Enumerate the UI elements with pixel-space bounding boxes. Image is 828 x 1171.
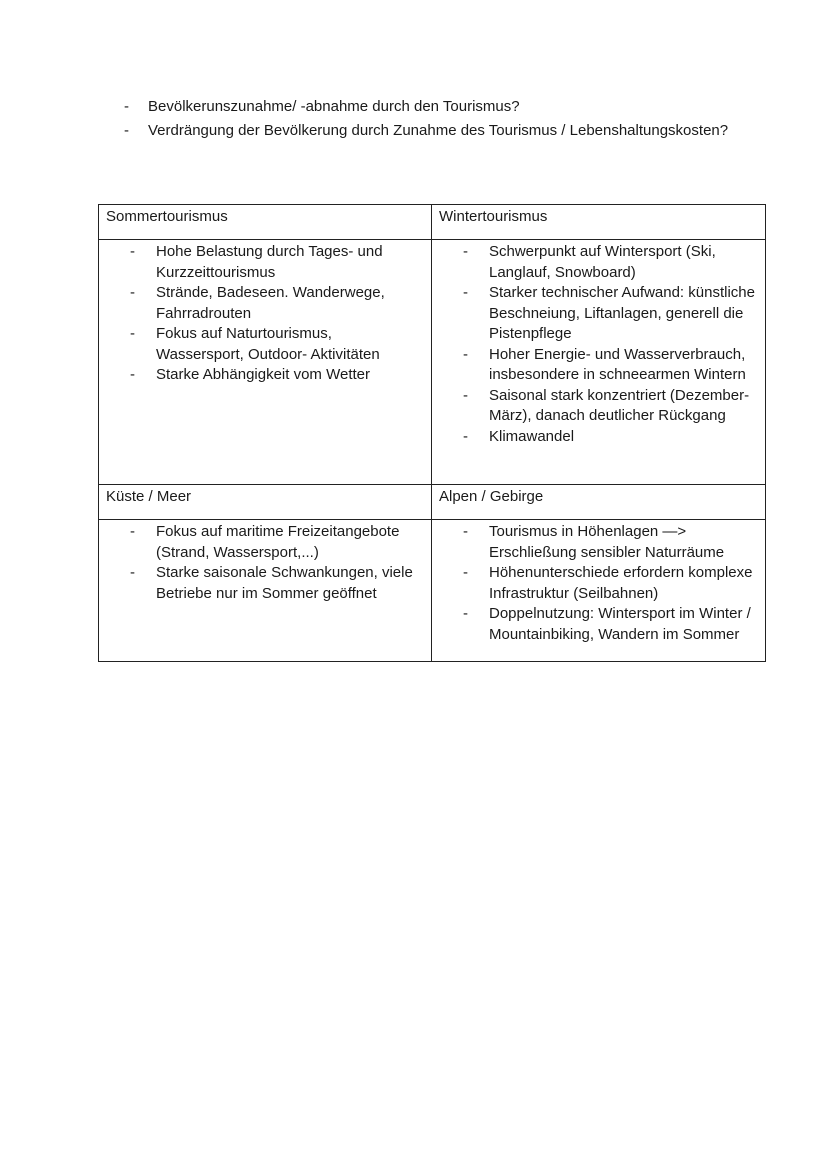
bullet-dash: -	[463, 427, 468, 445]
table-header-row	[99, 205, 766, 240]
list-item	[116, 121, 756, 142]
list-item	[99, 563, 423, 604]
bullet-dash: -	[130, 284, 135, 301]
intro-question-list	[116, 97, 756, 144]
bullet-dash: -	[463, 345, 468, 363]
list-item-text: Verdrängung der Bevölkerung durch Zunahme des Tourismus / Lebenshaltungskosten?	[148, 121, 729, 139]
summer-list	[99, 242, 423, 386]
tourism-comparison-table	[98, 204, 766, 662]
list-item	[432, 563, 757, 604]
bullet-dash: -	[130, 523, 135, 540]
list-item	[99, 522, 423, 563]
list-item	[99, 283, 423, 324]
bullet-dash: -	[463, 284, 468, 301]
table-row	[99, 240, 766, 485]
alps-header: Alpen / Gebirge	[432, 485, 766, 520]
bullet-dash: -	[130, 564, 135, 581]
list-item-text: Höhenunterschiede erfordern komplexe Infrastruktur (Seilbahnen)	[489, 564, 753, 602]
list-item	[432, 386, 757, 427]
alps-list	[432, 522, 757, 645]
coast-cell	[99, 520, 432, 662]
bullet-dash: -	[463, 386, 468, 404]
bullet-dash: -	[463, 564, 468, 581]
list-item	[99, 324, 423, 365]
list-item-text: Doppelnutzung: Wintersport im Winter / Mountainbiking, Wandern im Sommer	[489, 605, 751, 643]
list-item	[432, 604, 757, 645]
bullet-dash: -	[130, 325, 135, 342]
list-item	[432, 345, 757, 386]
list-item-text: Saisonal stark konzentriert (Dezember- März), danach deutlicher Rückgang	[489, 386, 750, 424]
winter-cell	[432, 240, 766, 485]
bullet-dash: -	[463, 605, 468, 622]
summer-header: Sommertourismus	[99, 205, 432, 240]
list-item-text: Fokus auf Naturtourismus, Wassersport, Outdoor- Aktivitäten	[156, 325, 380, 363]
list-item-text: Starker technischer Aufwand: künstliche Beschneiung, Liftanlagen, generell die Pistenpflege	[489, 284, 755, 342]
bullet-dash: -	[130, 243, 135, 260]
coast-header: Küste / Meer	[99, 485, 432, 520]
list-item-text: Starke Abhängigkeit vom Wetter	[156, 366, 370, 383]
winter-header: Wintertourismus	[432, 205, 766, 240]
summer-cell	[99, 240, 432, 485]
list-item-text: Tourismus in Höhenlagen —> Erschließung sensibler Naturräume	[489, 523, 725, 561]
winter-list	[432, 242, 757, 447]
list-item	[432, 427, 757, 448]
list-item-text: Schwerpunkt auf Wintersport (Ski, Langlauf, Snowboard)	[489, 243, 716, 281]
list-item-text: Klimawandel	[489, 427, 575, 445]
list-item-text: Fokus auf maritime Freizeitangebote (Strand, Wassersport,...)	[156, 523, 400, 561]
table-header-row	[99, 485, 766, 520]
list-item-text: Strände, Badeseen. Wanderwege, Fahrradrouten	[156, 284, 385, 322]
list-item	[432, 283, 757, 345]
list-item	[116, 97, 756, 118]
list-item-text: Hoher Energie- und Wasserverbrauch, insbesondere in schneearmen Wintern	[489, 345, 746, 383]
list-item	[99, 242, 423, 283]
bullet-dash: -	[124, 98, 129, 115]
alps-cell	[432, 520, 766, 662]
list-item	[99, 365, 423, 386]
list-item-text: Hohe Belastung durch Tages- und Kurzzeittourismus	[156, 243, 383, 281]
bullet-dash: -	[463, 523, 468, 540]
table-row	[99, 520, 766, 662]
coast-list	[99, 522, 423, 604]
list-item-text: Starke saisonale Schwankungen, viele Betriebe nur im Sommer geöffnet	[156, 564, 413, 602]
list-item-text: Bevölkerunszunahme/ -abnahme durch den Tourismus?	[148, 98, 520, 115]
list-item	[432, 522, 757, 563]
bullet-dash: -	[463, 243, 468, 260]
bullet-dash: -	[130, 366, 135, 383]
bullet-dash: -	[124, 121, 129, 139]
list-item	[432, 242, 757, 283]
